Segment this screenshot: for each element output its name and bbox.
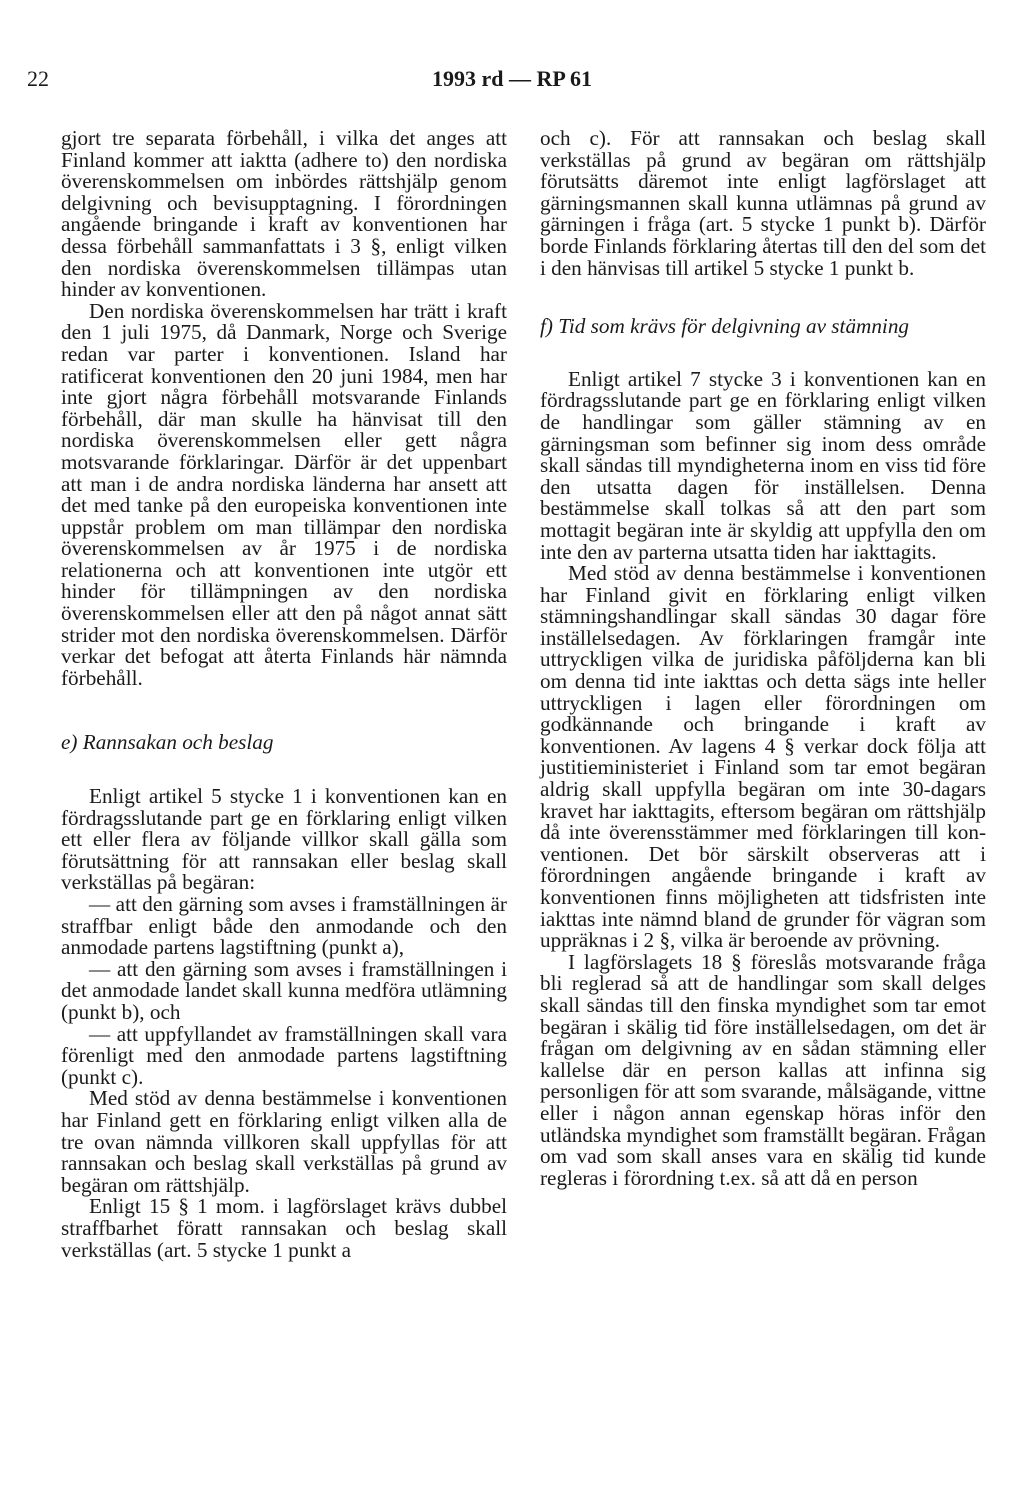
paragraph: Den nordiska överenskommelsen har trätt i kraft den 1 juli 1975, då Danmark, Norge och Sverige redan var parter i konventionen. Island har ratificerat konventionen den 20 juni 1984, men har inte gjort några förbehåll motsvarande Finlands förbehåll, där man skulle ha hänvisat till den nordiska överenskommelsen eller gett några motsvarande förklaringar. Därför är det uppenbart att man i de andra nordiska länderna har ansett att det med tanke på den europeiska konventionen inte uppstår problem om man tillämpar den nordiska överenskommelsen av år 1975 i de nordiska relationerna och att konventionen inte utgör ett hinder för tillämpningen av den nordiska överenskommelsen eller att den på något annat sätt strider mot den nordiska överenskommelsen. Därför verkar det befogat att återta Finlands här nämnda förbehåll.: [61, 298, 507, 690]
paragraph: Med stöd av denna bestämmelse i konventionen har Finland givit en förklaring enligt vilken stämningshandlingar skall sändas 30 dagar före inställelsedagen. Av förklaringen framgår inte uttryckligen vilka de juridiska påföljderna kan bli om denna tid inte iakttas och detta sägs inte heller uttryckligen i lagen eller förordningen om godkännande och bringande i kraft av konventionen. Av lagens 4 § verkar dock följa att justitieministeriet i Finland som tar emot begäran aldrig skall uppfylla begäran om inte 30-dagars kravet har iakttagits, eftersom begäran om rättshjälp då inte överensstämmer med förklaringen till konventionen. Det bör särskilt observeras att i förordningen angående bringande i kraft av konventionen finns möjligheten att tidsfristen inte iakttas inte nämnd bland de grunder för vägran som uppräknas i 2 §, vilka är beroende av prövning.: [540, 561, 986, 953]
paragraph: I lagförslagets 18 § föreslås motsvarande fråga bli reglerad så att de handlingar som skall delges skall sändas till den finska myndighet som tar emot begäran i skälig tid före inställelsedagen, om det är frågan om delgivning av en sådan stämning eller kallelse där en person kallas att infinna sig personligen för att som svarande, målsägande, vittne eller i någon annan egenskap höras inför den utländska myndighet som framställt begäran. Frågan om vad som skall anses vara en skälig tid kunde regleras i förordning t.ex. så att då en person: [540, 949, 987, 1190]
section-heading-f: f) Tid som krävs för delgivning av stämning: [540, 314, 910, 339]
paragraph: Enligt artikel 7 stycke 3 i konventionen kan en fördragsslutande part ge en förklaring enligt vilken de handlingar som gäller stämning av en gärningsman som befinner sig inom dess område skall sändas till myndigheterna inom en viss tid före den utsatta dagen för inställelsen. Denna bestämmelse skall tolkas så att den part som mottagit begäran inte är skyldig att uppfylla den om inte den av parterna utsatta tiden har iakttagits.: [540, 366, 986, 564]
list-item: — att den gärning som avses i framställningen i det anmodade landet skall kunna medföra utlämning (punkt b), och: [61, 956, 507, 1024]
running-head: 1993 rd — RP 61: [431, 66, 593, 91]
paragraph: Enligt artikel 5 stycke 1 i konventionen kan en fördragsslutande part ge en förklaring enligt vilken ett eller flera av följande villkor skall gälla som förutsättning för att rannsakan eller beslag skall verkställas på begäran:: [61, 784, 507, 895]
paragraph: och c). För att rannsakan och beslag skall verkställas på grund av begäran om rättshjälp förutsätts däremot inte enligt lagförslaget att gärningsmannen skall kunna utlämnas på grund av gärningen i fråga (art. 5 stycke 1 punkt b). Därför borde Finlands förklaring återtas till den del som det i den hänvisas till artikel 5 stycke 1 punkt b.: [540, 126, 986, 280]
list-item: — att den gärning som avses i framställningen är straffbar enligt både den anmodande och den anmodade partens lagstiftning (punkt a),: [61, 892, 507, 960]
list-item: — att uppfyllandet av framställningen skall vara förenligt med den anmodade partens lagstiftning (punkt c).: [61, 1021, 507, 1089]
right-column: [540, 128, 986, 1189]
left-column: [61, 128, 507, 1261]
paragraph: Enligt 15 § 1 mom. i lagförslaget krävs dubbel straffbarhet föratt rannsakan och beslag skall verkställas (art. 5 stycke 1 punkt a: [61, 1194, 507, 1262]
section-heading-e: e) Rannsakan och beslag: [61, 730, 274, 755]
paragraph: gjort tre separata förbehåll, i vilka det anges att Finland kommer att iaktta (adhere to) den nordiska överenskommelsen om inbördes rättshjälp genom delgivning och bevisupptagning. I förordningen angående bringande i kraft av konventionen har dessa förbehåll sammanfattats i 3 §, enligt vilken den nordiska överenskommelsen tillämpas utan hinder av konventionen.: [61, 126, 507, 302]
paragraph: Med stöd av denna bestämmelse i konventionen har Finland gett en förklaring enligt vilken alla de tre ovan nämnda villkoren skall uppfyllas för att rannsakan och beslag skall verkställas på grund av begäran om rättshjälp.: [61, 1086, 507, 1197]
page-number: 22: [27, 66, 49, 91]
